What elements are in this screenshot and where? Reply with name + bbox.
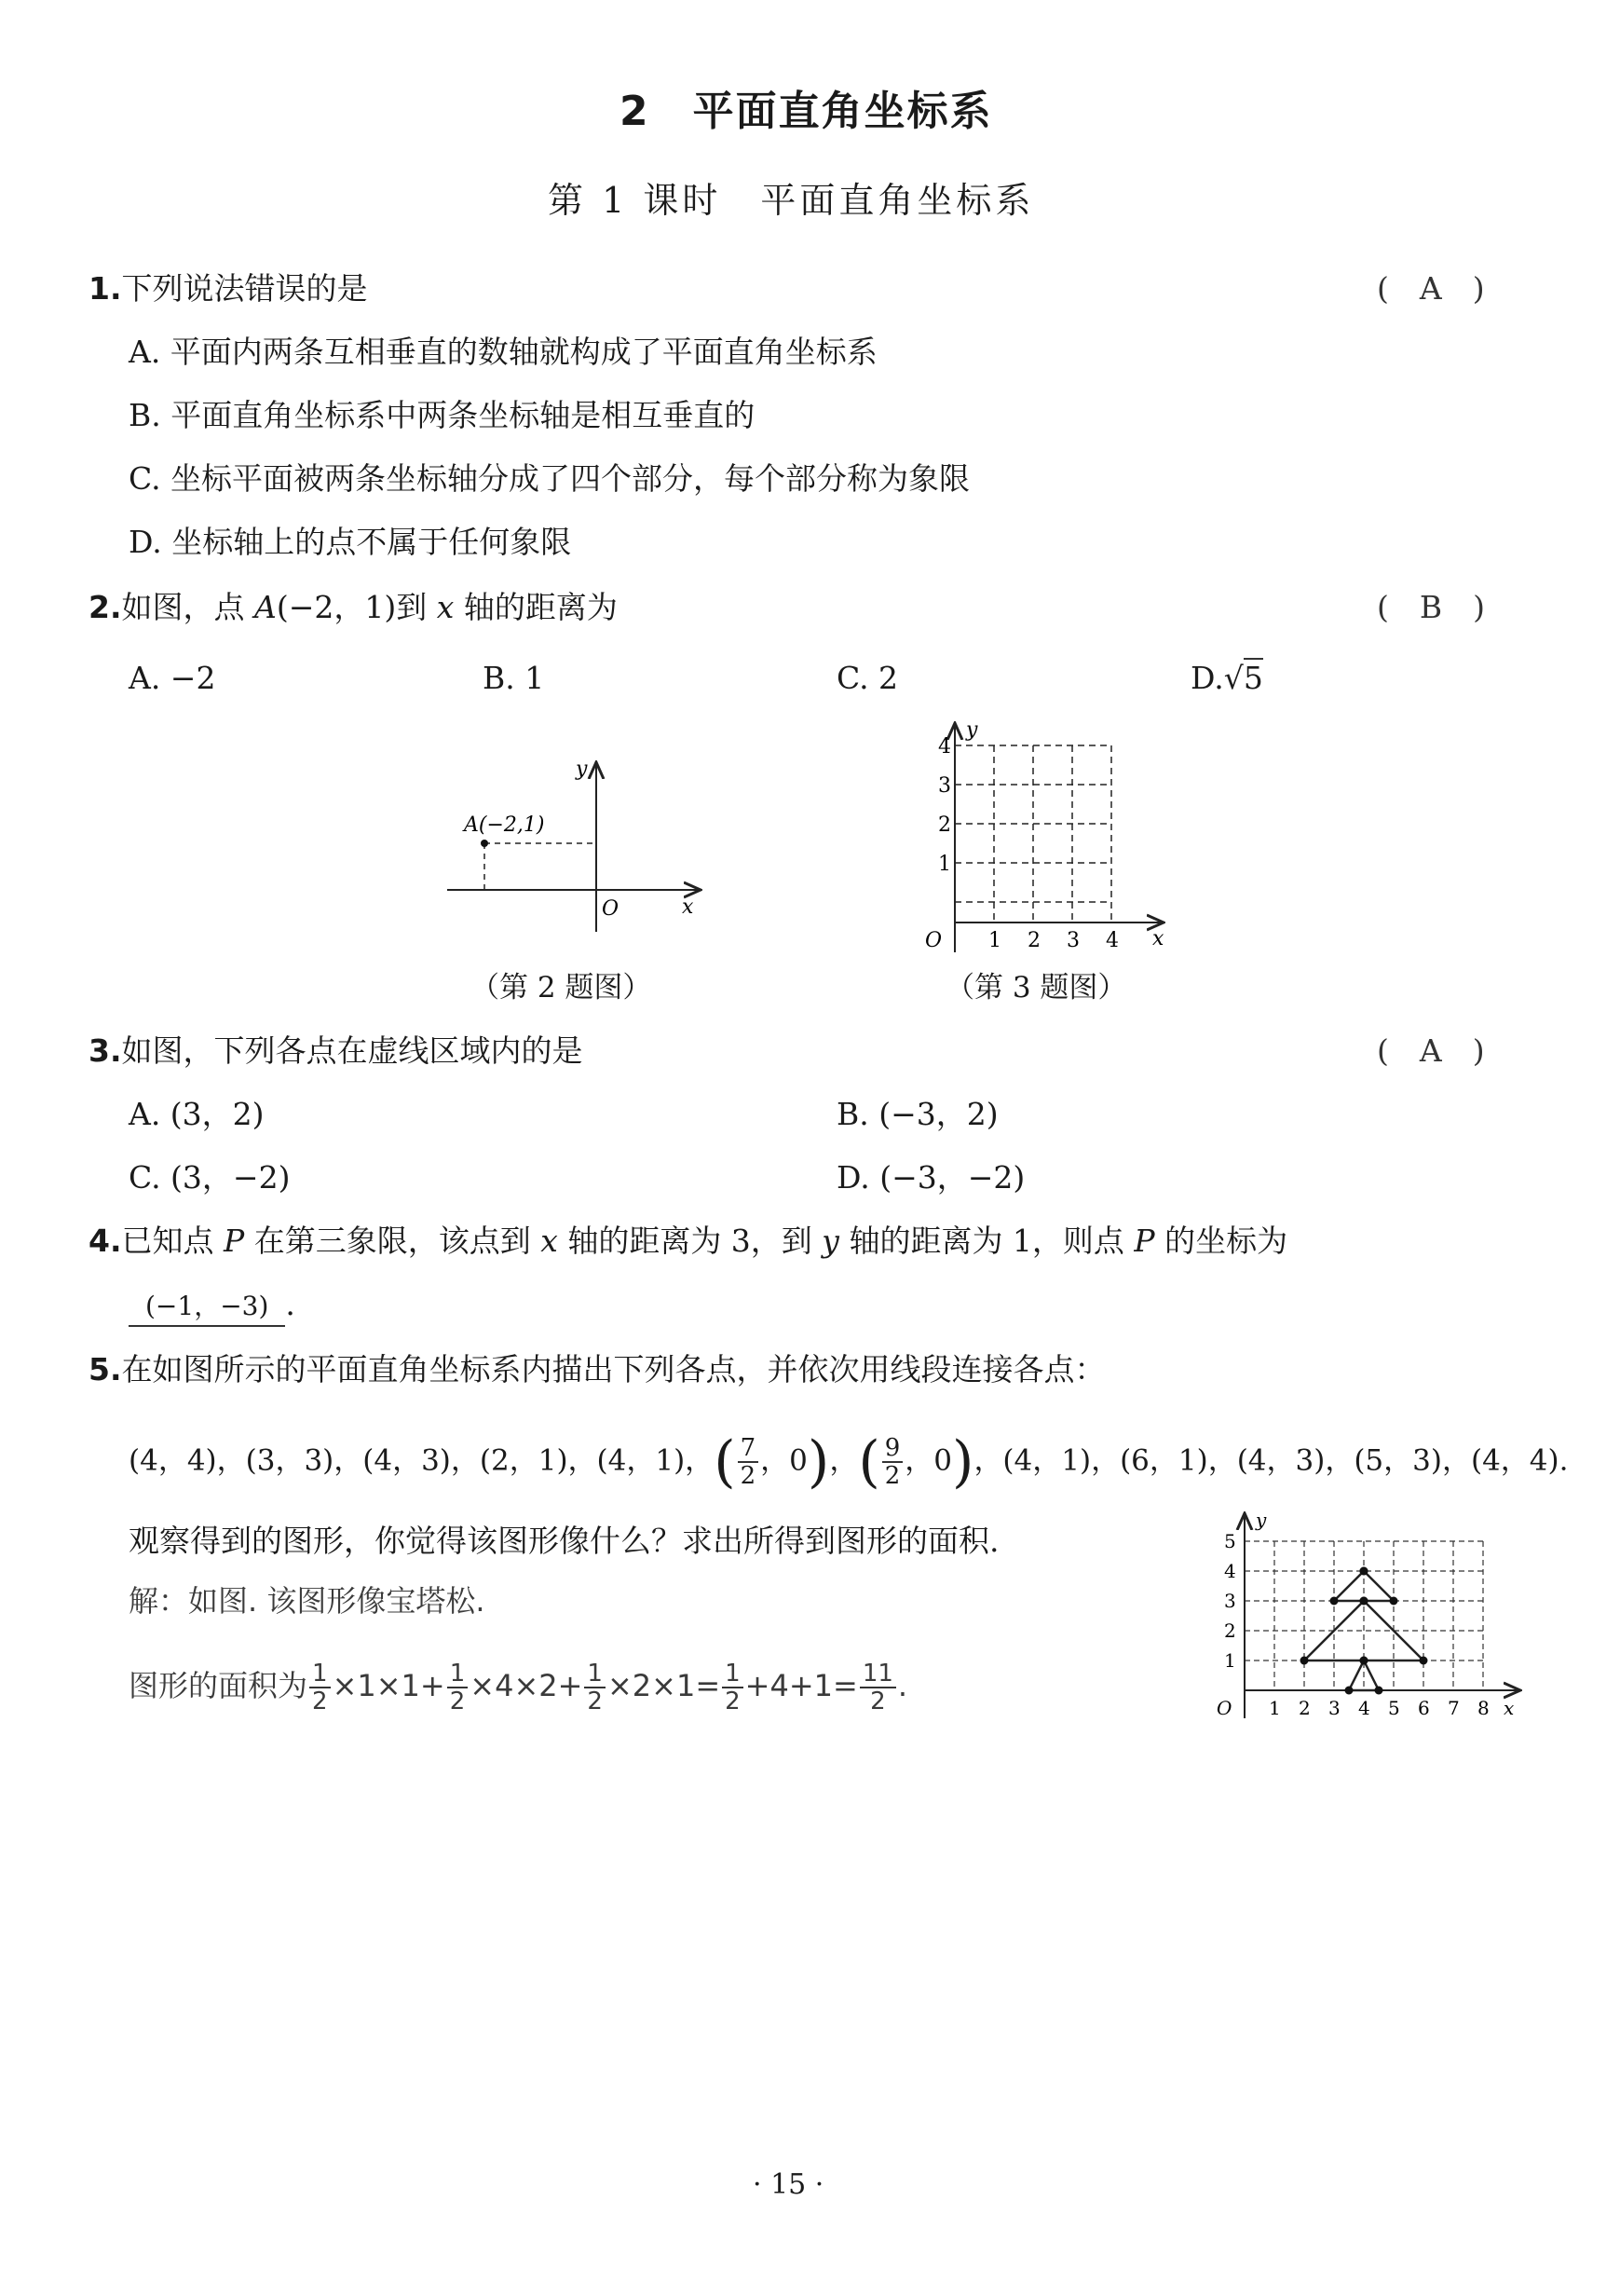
fig3-x-tick-4: 4 xyxy=(1106,929,1119,952)
fig5-x-tick-2: 2 xyxy=(1299,1697,1311,1719)
q2-option-d: D.√5 xyxy=(1191,660,1263,696)
q5-points: (4，4)，(3，3)，(4，3)，(2，1)，(4，1)，( $\frac{7}{2}$ ，0)，( $\frac{9}{2}$ ，0)，(4，1)，(6，1)，(4，3)，(5，3)，(4，4). xyxy=(129,1429,1569,1495)
fig5-point-7 xyxy=(1360,1657,1368,1665)
fig2-origin: O xyxy=(602,897,619,921)
fig5-grid xyxy=(1245,1541,1483,1690)
fig3-x-tick-1: 1 xyxy=(988,929,1001,952)
q1-option-c: C. 坐标平面被两条坐标轴分成了四个部分，每个部分称为象限 xyxy=(129,460,971,497)
fig5-point-9 xyxy=(1360,1597,1368,1606)
fig3-y-tick-1: 1 xyxy=(938,853,951,876)
figure-q3 xyxy=(918,718,1169,960)
figure-q5 xyxy=(1202,1508,1528,1722)
fig5-y-label: y xyxy=(1256,1509,1267,1531)
fig5-y-tick-3: 3 xyxy=(1224,1590,1236,1612)
fig3-x-tick-2: 2 xyxy=(1028,929,1041,952)
q1-answer: ( A ) xyxy=(1377,270,1485,307)
fig2-y-label: y xyxy=(576,758,588,781)
lesson-title: 第 1 课时 平面直角坐标系 xyxy=(548,180,1035,221)
fig5-point-8 xyxy=(1420,1657,1428,1665)
q5-solution-line1: 解：如图. 该图形像宝塔松. xyxy=(129,1583,485,1619)
q1-option-a: A. 平面内两条互相垂直的数轴就构成了平面直角坐标系 xyxy=(129,334,878,370)
fig5-x-tick-7: 7 xyxy=(1448,1697,1460,1719)
fig5-y-tick-4: 4 xyxy=(1224,1560,1236,1582)
q4-answer: (−1，−3) xyxy=(129,1288,285,1327)
fig5-x-tick-3: 3 xyxy=(1328,1697,1341,1719)
q3-stem: 3.如图，下列各点在虚线区域内的是 xyxy=(88,1032,583,1069)
fig5-point-3 xyxy=(1300,1657,1309,1665)
q2-option-a: A. −2 xyxy=(129,660,216,696)
fig5-x-tick-1: 1 xyxy=(1269,1697,1281,1719)
q2-option-b: B. 1 xyxy=(483,660,545,696)
fig5-point-6 xyxy=(1375,1687,1383,1695)
fig3-y-tick-2: 2 xyxy=(938,813,951,837)
page-number: · 15 · xyxy=(753,2168,824,2201)
q3-option-a: A. (3，2) xyxy=(129,1096,265,1132)
fig5-point-1 xyxy=(1330,1597,1339,1606)
figure-q2 xyxy=(438,755,708,932)
fig5-origin: O xyxy=(1217,1697,1232,1719)
q3-option-c: C. (3，−2) xyxy=(129,1159,291,1196)
q1-option-b: B. 平面直角坐标系中两条坐标轴是相互垂直的 xyxy=(129,397,756,433)
fig2-x-label: x xyxy=(682,895,694,919)
fig5-y-tick-2: 2 xyxy=(1224,1620,1236,1642)
fig5-x-label: x xyxy=(1504,1697,1515,1719)
fig5-y-tick-5: 5 xyxy=(1224,1530,1236,1552)
fig5-point-5 xyxy=(1345,1687,1354,1695)
q4-stem: 4.已知点 P 在第三象限，该点到 x 轴的距离为 3，到 y 轴的距离为 1，则点 P 的坐标为 xyxy=(88,1223,1288,1259)
q3-option-b: B. (−3，2) xyxy=(837,1096,999,1132)
q5-question: 观察得到的图形，你觉得该图形像什么？求出所得到图形的面积. xyxy=(129,1523,1000,1559)
fig5-x-tick-6: 6 xyxy=(1418,1697,1430,1719)
fig2-point-a xyxy=(481,840,488,847)
fig2-caption: （第 2 题图） xyxy=(470,971,652,1004)
fig5-y-tick-1: 1 xyxy=(1224,1649,1236,1672)
q5-solution-line2: 图形的面积为 $\frac{1}{2}$ ×1×1+ $\frac{1}{2}$ ×4×2+ $\frac{1}{2}$ ×2×1= $\frac{1}{2}$ +4+1= $\frac{11}{2}$ . xyxy=(129,1660,908,1715)
fig5-x-tick-5: 5 xyxy=(1388,1697,1400,1719)
fig3-x-label: x xyxy=(1152,927,1164,950)
q1-stem: 1.下列说法错误的是 xyxy=(88,270,368,307)
q3-answer: ( A ) xyxy=(1377,1032,1485,1069)
q2-stem: 2.如图，点 A(−2，1)到 x 轴的距离为 xyxy=(88,589,618,625)
q2-answer: ( B ) xyxy=(1377,589,1485,625)
q5-stem: 5.在如图所示的平面直角坐标系内描出下列各点，并依次用线段连接各点： xyxy=(88,1351,1106,1387)
fig3-caption: （第 3 题图） xyxy=(946,971,1127,1004)
q1-option-d: D. 坐标轴上的点不属于任何象限 xyxy=(129,524,572,560)
q3-option-d: D. (−3，−2) xyxy=(837,1159,1026,1196)
fig3-y-tick-4: 4 xyxy=(938,735,951,758)
fig3-y-tick-3: 3 xyxy=(938,774,951,798)
fig3-x-tick-3: 3 xyxy=(1067,929,1080,952)
fig5-point-11 xyxy=(1360,1567,1368,1576)
fig5-x-tick-4: 4 xyxy=(1358,1697,1370,1719)
section-title: 2 平面直角坐标系 xyxy=(619,88,993,135)
fig3-y-label: y xyxy=(966,718,978,742)
q2-option-c: C. 2 xyxy=(837,660,899,696)
fig2-point-label: A(−2,1) xyxy=(464,813,545,837)
fig5-x-tick-8: 8 xyxy=(1477,1697,1490,1719)
fig3-origin: O xyxy=(925,929,943,952)
q4-answer-line: (−1，−3) . xyxy=(129,1286,295,1327)
fig5-point-10 xyxy=(1390,1597,1398,1606)
